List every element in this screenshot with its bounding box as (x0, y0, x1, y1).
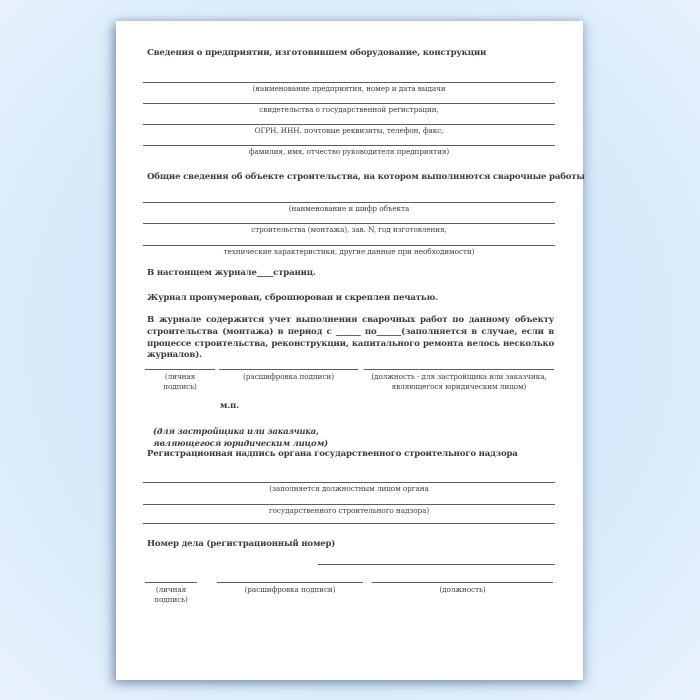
fill-in-line (143, 482, 555, 483)
signature-line-transcript (219, 369, 358, 370)
signature-label-position: (должность - для застройщика или заказчика, являющегося юридическим лицом) (371, 372, 547, 391)
form-page (116, 21, 583, 680)
journal-bound-line: Журнал пронумерован, сброшюрован и скреплен печатью. (147, 293, 438, 303)
signature-line-transcript (217, 582, 363, 583)
signature-line-personal (145, 369, 215, 370)
fill-in-line (143, 145, 555, 146)
section-heading-registration: Регистрационная надпись органа государственного строительного надзора (147, 449, 518, 459)
signature-label-transcript: (расшифровка подписи) (244, 585, 336, 594)
fill-in-line (143, 82, 555, 83)
fill-in-line (143, 245, 555, 246)
line-caption: технические характеристики, другие данные при необходимости) (223, 247, 475, 256)
signature-line-position (364, 369, 554, 370)
line-caption: (наименование предприятия, номер и дата выдачи (252, 84, 446, 93)
signature-label-transcript: (расшифровка подписи) (243, 372, 334, 381)
journal-pages-line: В настоящем журнале____страниц. (147, 268, 316, 278)
journal-period-paragraph: В журнале содержится учет выполнения сварочных работ по данному объекту строительства (монтажа) в период с ______ по______(заполняется в случае, если в процессе строительства, реконструкции, капитального ремонта велось несколько журналов). (147, 315, 554, 361)
line-caption: строительства (монтажа), зав. N, год изготовления, (251, 225, 447, 234)
signature-label-personal: (личная подпись) (163, 372, 197, 391)
fill-in-line (143, 124, 555, 125)
line-caption: фамилия, имя, отчество руководителя предприятия) (248, 147, 450, 156)
fill-in-line (143, 103, 555, 104)
fill-in-line (143, 202, 555, 203)
stamp-place-mark: м.п. (220, 401, 239, 411)
line-caption: ОГРН, ИНН, почтовые реквизиты, телефон, факс, (254, 126, 444, 135)
signature-line-personal (145, 582, 197, 583)
signature-line-position (372, 582, 553, 583)
note-line: являющегося юридическим лицом) (153, 438, 328, 448)
line-caption: государственного строительного надзора) (268, 506, 430, 515)
fill-in-line (143, 223, 555, 224)
line-caption: свидетельства о государственной регистрации, (259, 105, 439, 114)
section-heading-enterprise: Сведения о предприятии, изготовившем оборудование, конструкции (147, 48, 487, 58)
line-caption: (заполняется должностным лицом органа (269, 484, 429, 493)
signature-label-position: (должность) (439, 585, 486, 594)
case-number-label: Номер дела (регистрационный номер) (147, 539, 336, 549)
section-heading-object: Общие сведения об объекте строительства, на котором выполняются сварочные работы (147, 172, 585, 182)
fill-in-line (143, 523, 555, 524)
case-number-fill-line (318, 564, 555, 565)
line-caption: (наименование и шифр объекта (288, 204, 410, 213)
signature-label-personal: (личная подпись) (154, 585, 188, 604)
fill-in-line (143, 504, 555, 505)
note-line: (для застройщика или заказчика, (153, 426, 319, 436)
